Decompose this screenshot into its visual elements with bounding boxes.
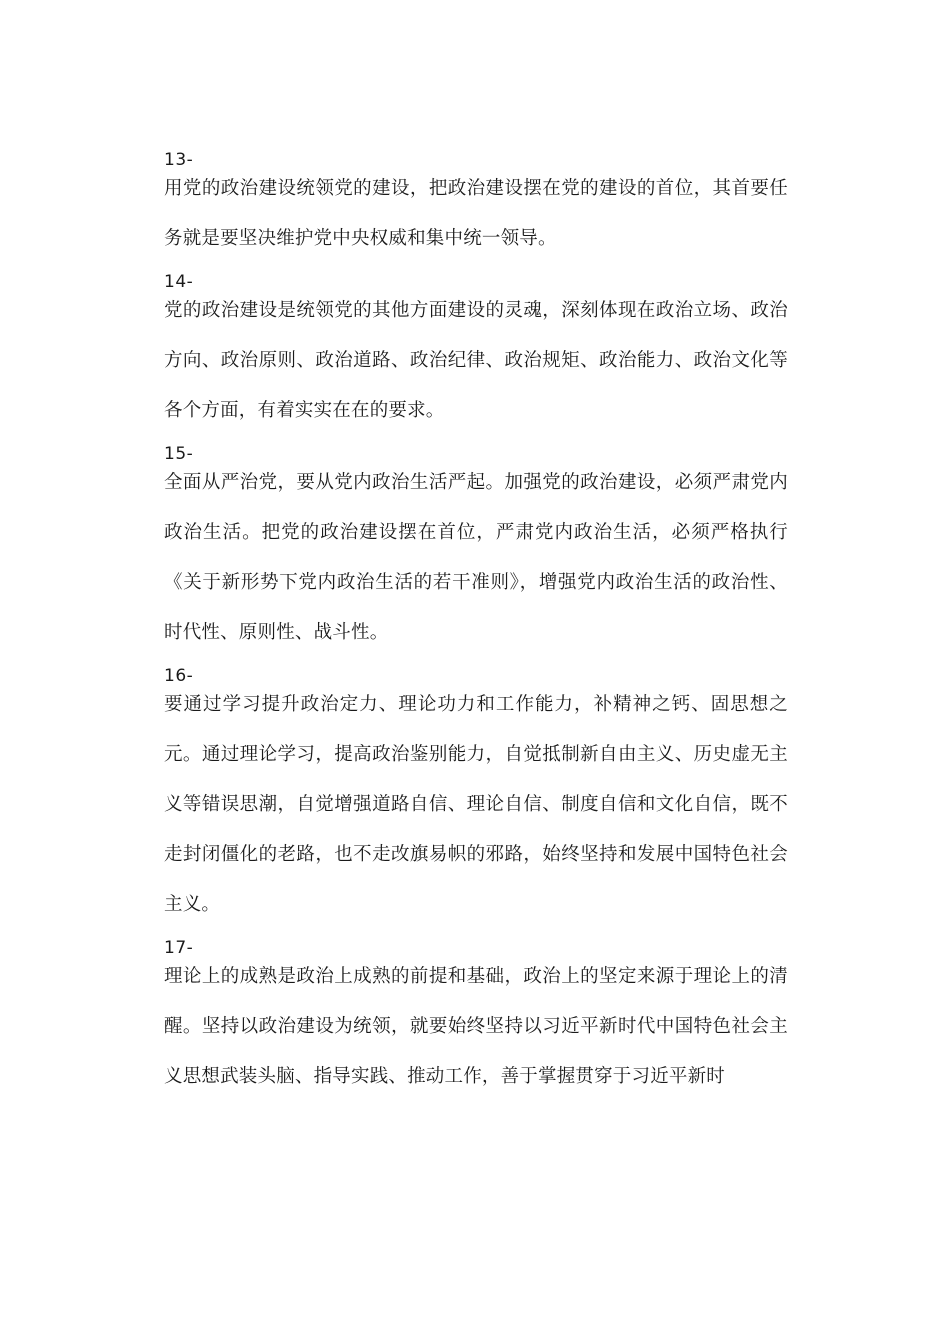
section-15 [164,440,788,658]
section-paragraph: 全面从严治党，要从党内政治生活严起。加强党的政治建设，必须严肃党内政治生活。把党的政治建设摆在首位，严肃党内政治生活，必须严格执行《关于新形势下党内政治生活的若干准则》，增强党内政治生活的政治性、时代性、原则性、战斗性。 [164,472,788,643]
section-paragraph: 要通过学习提升政治定力、理论功力和工作能力，补精神之钙、固思想之元。通过理论学习，提高政治鉴别能力，自觉抵制新自由主义、历史虚无主义等错误思潮，自觉增强道路自信、理论自信、制度自信和文化自信，既不走封闭僵化的老路，也不走改旗易帜的邪路，始终坚持和发展中国特色社会主义。 [164,694,788,915]
section-number: 14- [164,272,194,292]
section-paragraph: 理论上的成熟是政治上成熟的前提和基础，政治上的坚定来源于理论上的清醒。坚持以政治建设为统领，就要始终坚持以习近平新时代中国特色社会主义思想武装头脑、指导实践、推动工作，善于掌握贯穿于习近平新时 [164,966,788,1087]
section-number: 17- [164,938,194,958]
section-16 [164,662,788,930]
section-number: 13- [164,150,194,170]
section-number: 15- [164,444,194,464]
document-page [164,146,788,1106]
section-paragraph: 用党的政治建设统领党的建设，把政治建设摆在党的建设的首位，其首要任务就是要坚决维护党中央权威和集中统一领导。 [164,178,788,249]
section-13 [164,146,788,264]
section-paragraph: 党的政治建设是统领党的其他方面建设的灵魂，深刻体现在政治立场、政治方向、政治原则、政治道路、政治纪律、政治规矩、政治能力、政治文化等各个方面，有着实实在在的要求。 [164,300,788,421]
section-17 [164,934,788,1102]
section-14 [164,268,788,436]
section-number: 16- [164,666,194,686]
